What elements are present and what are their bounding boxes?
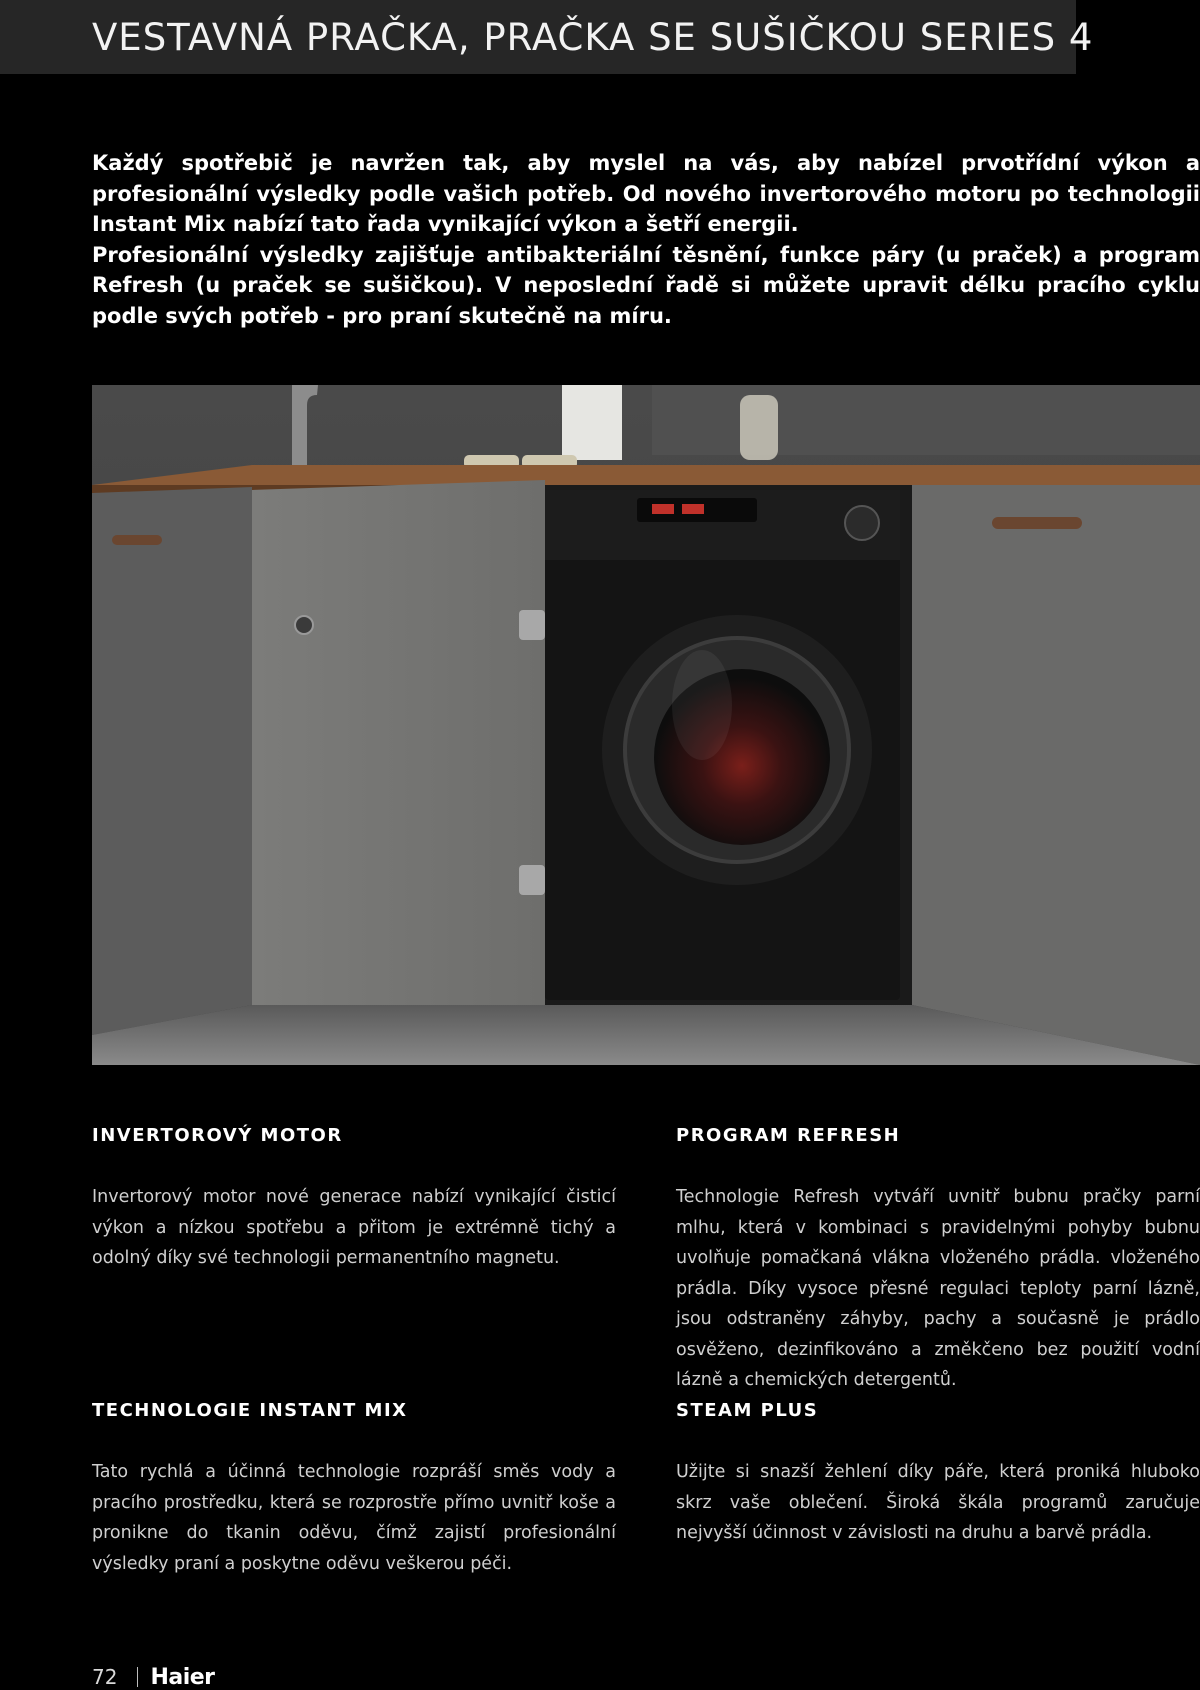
- program-knob: [845, 506, 879, 540]
- feature-text: Invertorový motor nové generace nabízí vynikající čisticí výkon a nízkou spotřebu a přitom je extrémně tichý a odolný díky své technologii permanentního magnetu.: [92, 1187, 616, 1268]
- left-handle: [112, 535, 162, 545]
- intro-text: [92, 148, 1200, 331]
- feature-heading: INVERTOROVÝ MOTOR: [92, 1125, 343, 1146]
- door-knob: [295, 616, 313, 634]
- brand-logo: Haier: [150, 1664, 215, 1690]
- bottle: [740, 395, 778, 460]
- right-cabinet: [912, 485, 1200, 1065]
- page-number: 72: [92, 1665, 118, 1689]
- countertop: [92, 465, 1200, 485]
- right-handle: [992, 517, 1082, 529]
- feature-heading: TECHNOLOGIE INSTANT MIX: [92, 1400, 408, 1421]
- intro-paragraph-1: Každý spotřebič je navržen tak, aby myslel na vás, aby nabízel prvotřídní výkon a profesionální výsledky podle vašich potřeb. Od nového invertorového motoru po technologii Instant Mix nabízí tato řada vynikající výkon a šetří energii.: [92, 151, 1200, 236]
- feature-instant-mix: [92, 1400, 616, 1580]
- built-in-washing-machine-illustration: [92, 385, 1200, 1065]
- hinge-bottom: [519, 865, 545, 895]
- intro-paragraph-2: Profesionální výsledky zajišťuje antibakteriální těsnění, funkce páry (u praček) a program Refresh (u praček se sušičkou). V neposlední řadě si můžete upravit délku pracího cyklu podle svých potřeb - pro praní skutečně na míru.: [92, 242, 1200, 328]
- feature-text: Technologie Refresh vytváří uvnitř bubnu pračky parní mlhu, která v kombinaci s pravidelnými pohyby bubnu uvolňuje pomačkaná vlákna vloženého prádla. vloženého prádla. Díky vysoce přesné regulaci teploty parní lázně, jsou odstraněny záhyby, pachy a současně je prádlo osvěženo, dezinfikováno a změkčeno bez použití vodní lázně a chemických detergentů.: [676, 1187, 1200, 1390]
- vase: [562, 385, 622, 460]
- feature-text: Užijte si snazší žehlení díky páře, která proniká hluboko skrz vaše oblečení. Široká škála programů zaručuje nejvyšší účinnost v závislosti na druhu a barvě prádla.: [676, 1462, 1200, 1543]
- open-cabinet-door: [252, 480, 545, 1045]
- hinge-top: [519, 610, 545, 640]
- feature-heading: PROGRAM REFRESH: [676, 1125, 901, 1146]
- product-photo: [92, 385, 1200, 1065]
- page-title: VESTAVNÁ PRAČKA, PRAČKA SE SUŠIČKOU SERIES 4: [92, 16, 1094, 59]
- feature-program-refresh: [676, 1125, 1200, 1390]
- feature-steam-plus: [676, 1400, 1200, 1543]
- left-cabinet: [92, 487, 252, 1035]
- feature-text: Tato rychlá a účinná technologie rozpráší směs vody a pracího prostředku, která se rozprostře přímo uvnitř koše a pronikne do tkanin oděvu, čímž zajistí profesionální výsledky praní a poskytne oděvu veškerou péči.: [92, 1462, 616, 1574]
- feature-inverter-motor: [92, 1125, 616, 1268]
- title-bar: [0, 0, 1094, 74]
- page-footer: [92, 1664, 215, 1690]
- feature-heading: STEAM PLUS: [676, 1400, 819, 1421]
- footer-divider: [137, 1667, 138, 1687]
